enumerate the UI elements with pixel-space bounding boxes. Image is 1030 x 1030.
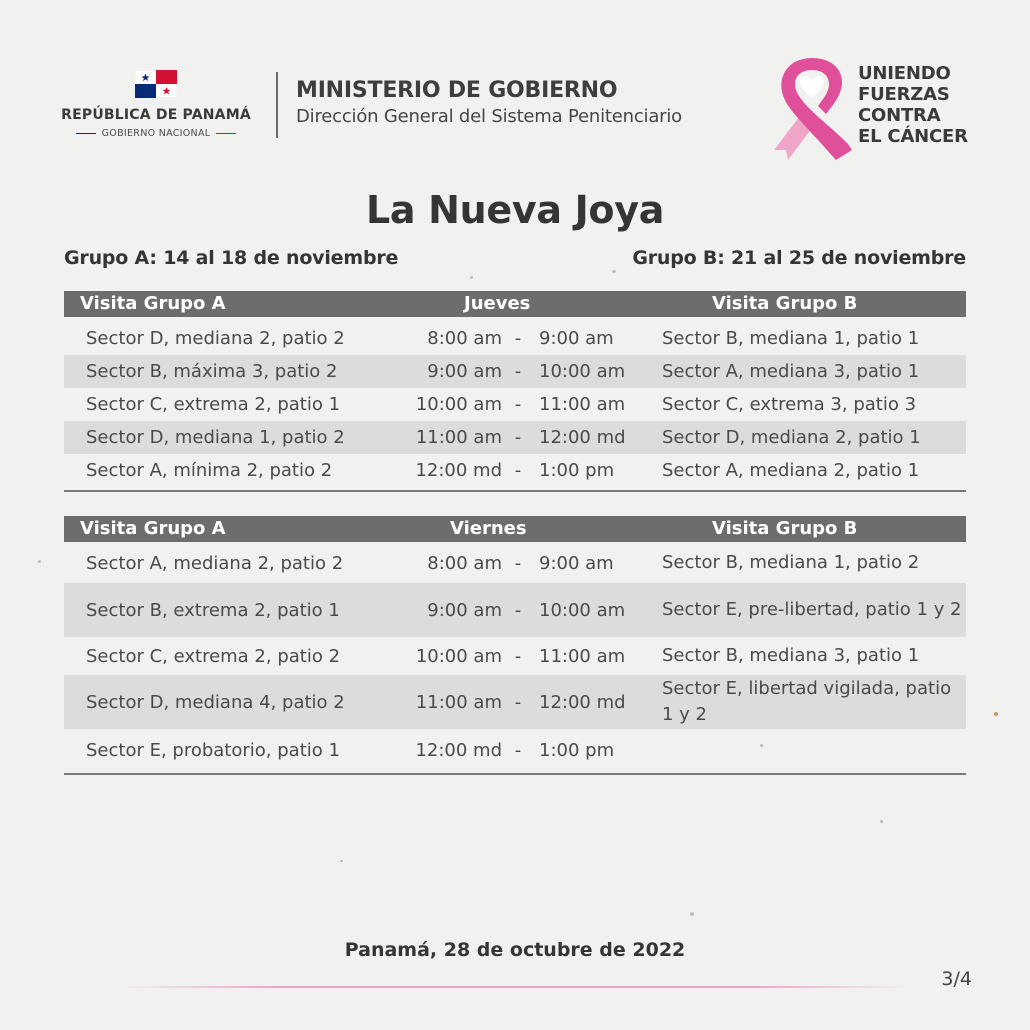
group-a-sector: Sector C, extrema 2, patio 2 [86,645,341,667]
table-row [64,322,966,355]
schedule-table-jueves [64,291,966,492]
group-b-sector: Sector C, extrema 3, patio 3 [662,393,917,415]
table-row [64,637,966,675]
time-start: 12:00 md [415,460,502,481]
time-end: 12:00 md [539,427,626,448]
footer-date: Panamá, 28 de octubre de 2022 [344,939,686,961]
campaign-line: CONTRA [858,105,941,126]
col-group-a: Visita Grupo A [80,293,226,314]
time-start: 9:00 am [427,361,502,382]
time-start: 9:00 am [427,599,502,621]
col-group-a: Visita Grupo A [80,518,226,539]
col-day: Viernes [450,518,527,539]
header-divider [276,72,278,138]
group-a-dates: Grupo A: 14 al 18 de noviembre [64,247,399,269]
time-separator: - [514,645,522,667]
campaign-slogan [858,63,968,147]
panama-flag-logo [135,70,177,98]
group-b-sector: Sector A, mediana 3, patio 1 [662,360,920,382]
table-row [64,388,966,421]
col-group-b: Visita Grupo B [712,293,858,314]
group-b-sector: Sector A, mediana 2, patio 1 [662,459,920,481]
group-a-sector: Sector E, probatorio, patio 1 [86,739,340,761]
group-b-sector: Sector E, pre-libertad, patio 1 y 2 [662,599,962,620]
table-bottom-rule [64,773,966,775]
time-start: 8:00 am [427,552,502,574]
time-start: 10:00 am [415,645,502,667]
time-separator: - [514,599,522,621]
time-separator: - [514,361,522,382]
schedule-table-viernes [64,516,966,775]
table-row [64,675,966,729]
time-end: 10:00 am [539,361,626,382]
group-b-sector: Sector D, mediana 2, patio 1 [662,426,921,448]
group-b-sector [662,729,962,771]
group-b-sector: Sector B, mediana 1, patio 2 [662,552,920,573]
time-end: 1:00 pm [539,739,615,761]
page-number: 3/4 [941,968,972,990]
time-end: 1:00 pm [539,460,615,481]
group-a-sector: Sector D, mediana 1, patio 2 [86,427,345,448]
group-a-sector: Sector D, mediana 4, patio 2 [86,691,345,713]
table-row [64,729,966,771]
time-separator: - [514,691,522,713]
table-row [64,355,966,388]
group-a-sector: Sector B, máxima 3, patio 2 [86,361,338,382]
col-day: Jueves [464,293,531,314]
time-end: 9:00 am [539,552,614,574]
page-title: La Nueva Joya [365,188,665,232]
time-separator: - [514,739,522,761]
blue-dash [76,133,96,135]
group-a-sector: Sector C, extrema 2, patio 1 [86,394,341,415]
group-a-sector: Sector B, extrema 2, patio 1 [86,599,340,621]
campaign-line: FUERZAS [858,84,950,105]
group-a-sector: Sector D, mediana 2, patio 2 [86,328,345,349]
pink-ribbon-icon [766,50,858,162]
group-a-sector: Sector A, mediana 2, patio 2 [86,552,344,574]
time-separator: - [514,427,522,448]
group-b-sector: Sector E, libertad vigilada, patio 1 y 2 [662,678,952,725]
time-end: 11:00 am [539,394,626,415]
group-b-dates: Grupo B: 21 al 25 de noviembre [632,247,966,269]
time-separator: - [514,552,522,574]
footer-pink-line [120,986,910,988]
table-row [64,583,966,637]
time-start: 10:00 am [415,394,502,415]
campaign-line: UNIENDO [858,63,951,84]
government-label [56,128,256,139]
campaign-line: EL CÁNCER [858,126,968,147]
time-start: 12:00 md [415,739,502,761]
col-group-b: Visita Grupo B [712,518,858,539]
group-a-sector: Sector A, mínima 2, patio 2 [86,460,333,481]
ministry-title: MINISTERIO DE GOBIERNO [296,78,618,103]
time-start: 11:00 am [415,427,502,448]
time-end: 10:00 am [539,599,626,621]
directorate-subtitle: Dirección General del Sistema Penitenciario [296,106,682,127]
time-end: 11:00 am [539,645,626,667]
red-dash [216,133,236,135]
group-b-sector: Sector B, mediana 1, patio 1 [662,327,920,349]
government-text: GOBIERNO NACIONAL [101,128,211,139]
time-separator: - [514,460,522,481]
country-name: REPÚBLICA DE PANAMÁ [61,107,251,123]
time-start: 8:00 am [427,328,502,349]
time-separator: - [514,328,522,349]
time-end: 9:00 am [539,328,614,349]
table-header [64,516,966,542]
table-row [64,543,966,583]
time-end: 12:00 md [539,691,626,713]
time-separator: - [514,394,522,415]
group-b-sector: Sector B, mediana 3, patio 1 [662,645,920,666]
table-header [64,291,966,317]
time-start: 11:00 am [415,691,502,713]
table-row [64,454,966,487]
table-bottom-rule [64,490,966,492]
table-row [64,421,966,454]
